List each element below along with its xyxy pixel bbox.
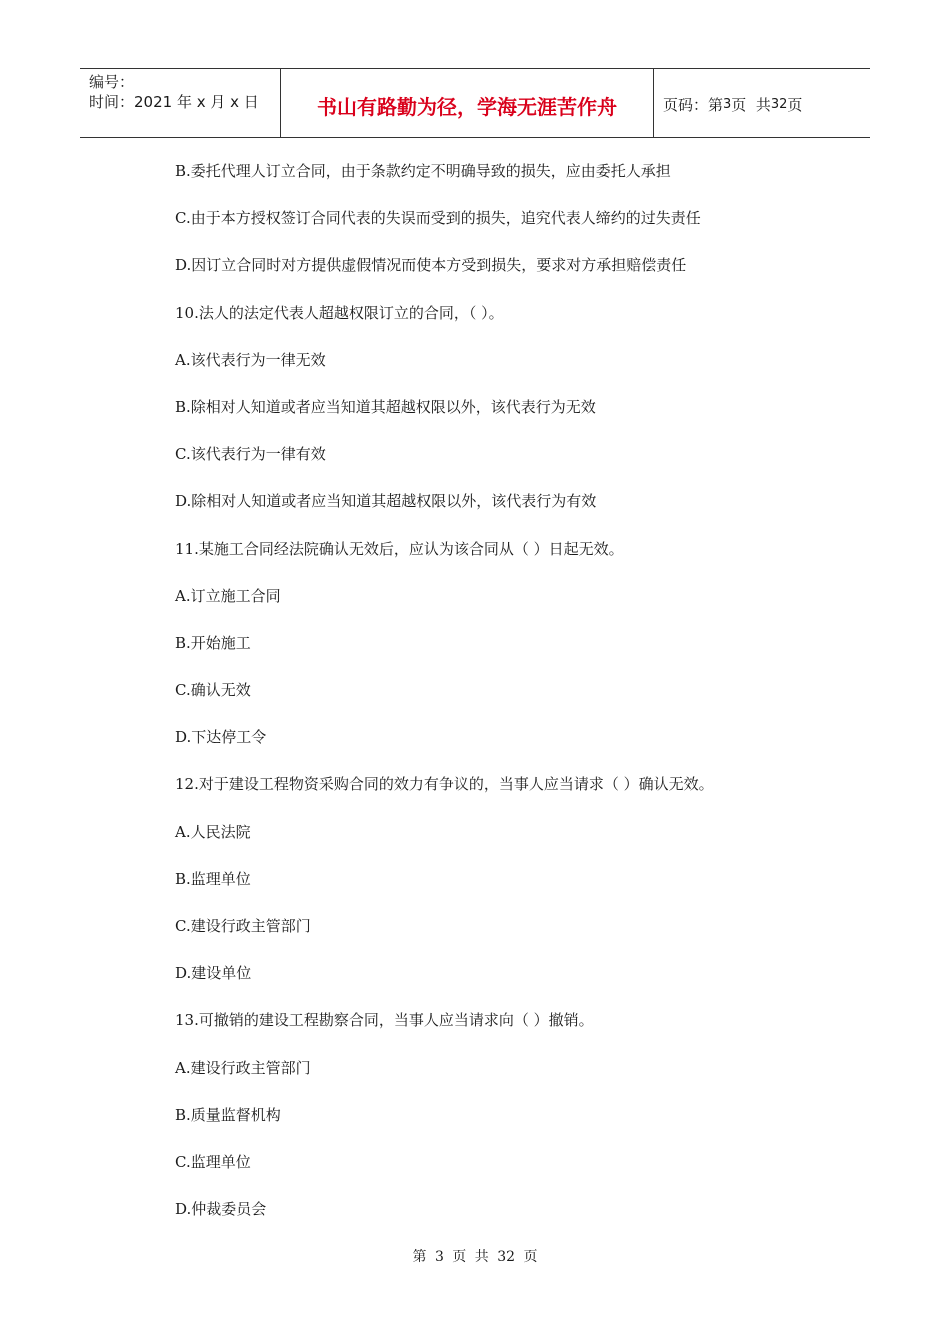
page-info-mid: 页 共 (731, 95, 771, 114)
option-line: B.监理单位 (175, 869, 251, 888)
question-13: 13.可撤销的建设工程勘察合同，当事人应当请求向（ ）撤销。 (175, 1011, 594, 1030)
question-10: 10.法人的法定代表人超越权限订立的合同，（ ）。 (175, 303, 504, 322)
header-page-info (654, 69, 870, 137)
page-info-prefix: 页码：第 (663, 95, 724, 114)
text-line: C.由于本方授权签订合同代表的失误而受到的损失，追究代表人缔约的过失责任 (175, 209, 701, 228)
option-line: C.确认无效 (175, 681, 251, 700)
option-line: A.建设行政主管部门 (175, 1058, 311, 1077)
option-line: C.该代表行为一律有效 (175, 445, 326, 464)
page-header (80, 68, 870, 138)
option-line: C.建设行政主管部门 (175, 917, 311, 935)
option-line: B.质量监督机构 (175, 1105, 281, 1124)
option-line: A.该代表行为一律无效 (175, 350, 326, 369)
option-line: D.下达停工令 (175, 728, 267, 747)
header-motto: 书山有路勤为径，学海无涯苦作舟 (281, 69, 654, 137)
option-line: D.除相对人知道或者应当知道其超越权限以外，该代表行为有效 (175, 492, 597, 511)
option-line: C.监理单位 (175, 1152, 251, 1171)
option-line: A.人民法院 (175, 822, 251, 841)
page-info-suffix: 页 (787, 95, 803, 114)
option-line: A.订立施工合同 (175, 586, 281, 605)
option-line: B.除相对人知道或者应当知道其超越权限以外，该代表行为无效 (175, 397, 596, 416)
page-footer (0, 1246, 950, 1266)
text-line: D.因订立合同时对方提供虚假情况而使本方受到损失，要求对方承担赔偿责任 (175, 256, 687, 275)
document-number-label: 编号： (89, 73, 135, 91)
text-line: B.委托代理人订立合同，由于条款约定不明确导致的损失，应由委托人承担 (175, 162, 671, 180)
document-time: 时间：2021 年 x 月 x 日 (89, 93, 259, 111)
option-line: D.建设单位 (175, 964, 252, 983)
page-info-total: 32 (770, 96, 788, 112)
page-info-current: 3 (723, 96, 732, 112)
option-line: D.仲裁委员会 (175, 1200, 267, 1219)
document-body (175, 158, 875, 1243)
question-12: 12.对于建设工程物资采购合同的效力有争议的，当事人应当请求（ ）确认无效。 (175, 775, 714, 794)
question-11: 11.某施工合同经法院确认无效后，应认为该合同从（ ）日起无效。 (175, 539, 624, 558)
footer-page-number: 第 3 页 共 32 页 (412, 1249, 538, 1265)
option-line: B.开始施工 (175, 633, 251, 652)
header-meta (80, 69, 281, 137)
